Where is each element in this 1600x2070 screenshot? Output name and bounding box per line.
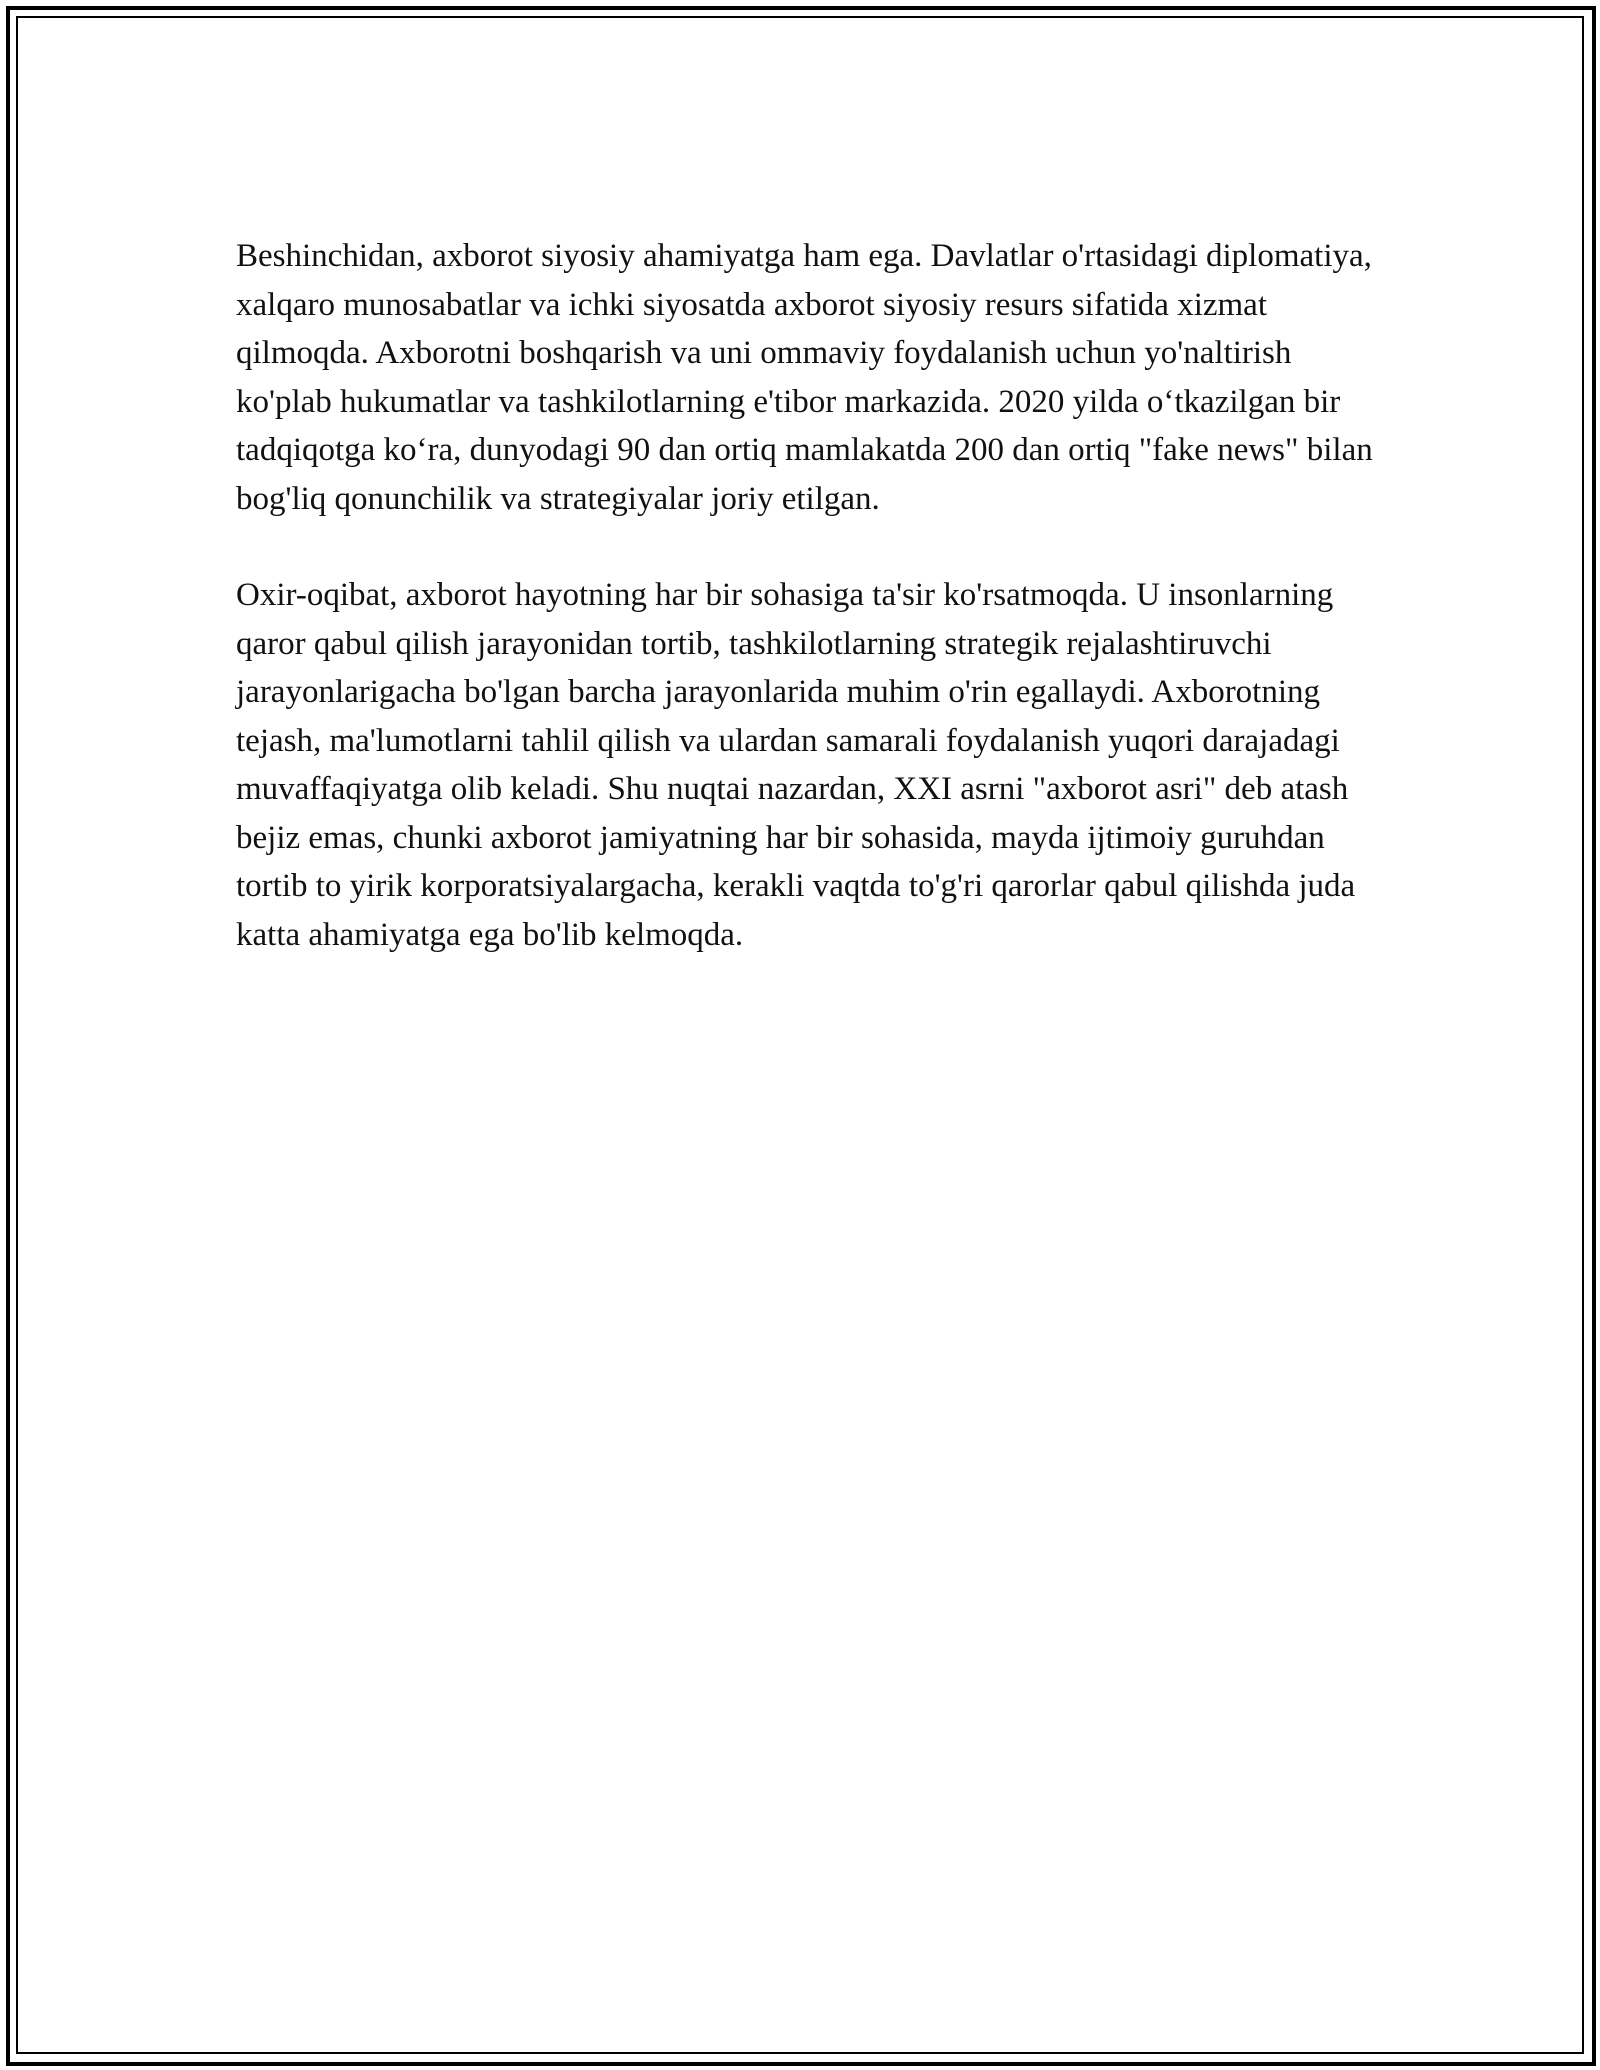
document-body bbox=[236, 232, 1376, 1007]
paragraph-1: Beshinchidan, axborot siyosiy ahamiyatga ham ega. Davlatlar o'rtasidagi diplomatiya, xalqaro munosabatlar va ichki siyosatda axborot siyosiy resurs sifatida xizmat qilmoqda. Axborotni boshqarish va uni ommaviy foydalanish uchun yo'naltirish ko'plab hukumatlar va tashkilotlarning e'tibor markazida. 2020 yilda o‘tkazilgan bir tadqiqotga ko‘ra, dunyodagi 90 dan ortiq mamlakatda 200 dan ortiq "fake news" bilan bog'liq qonunchilik va strategiyalar joriy etilgan. bbox=[236, 238, 1373, 517]
paragraph-2: Oxir-oqibat, axborot hayotning har bir sohasiga ta'sir ko'rsatmoqda. U insonlarning qaror qabul qilish jarayonidan tortib, tashkilotlarning strategik rejalashtiruvchi jarayonlarigacha bo'lgan barcha jarayonlarida muhim o'rin egallaydi. Axborotning tejash, ma'lumotlarni tahlil qilish va ulardan samarali foydalanish yuqori darajadagi muvaffaqiyatga olib keladi. Shu nuqtai nazardan, XXI asrni "axborot asri" deb atash bejiz emas, chunki axborot jamiyatning har bir sohasida, mayda ijtimoiy guruhdan tortib to yirik korporatsiyalargacha, kerakli vaqtda to'g'ri qarorlar qabul qilishda juda katta ahamiyatga ega bo'lib kelmoqda. bbox=[236, 577, 1356, 953]
